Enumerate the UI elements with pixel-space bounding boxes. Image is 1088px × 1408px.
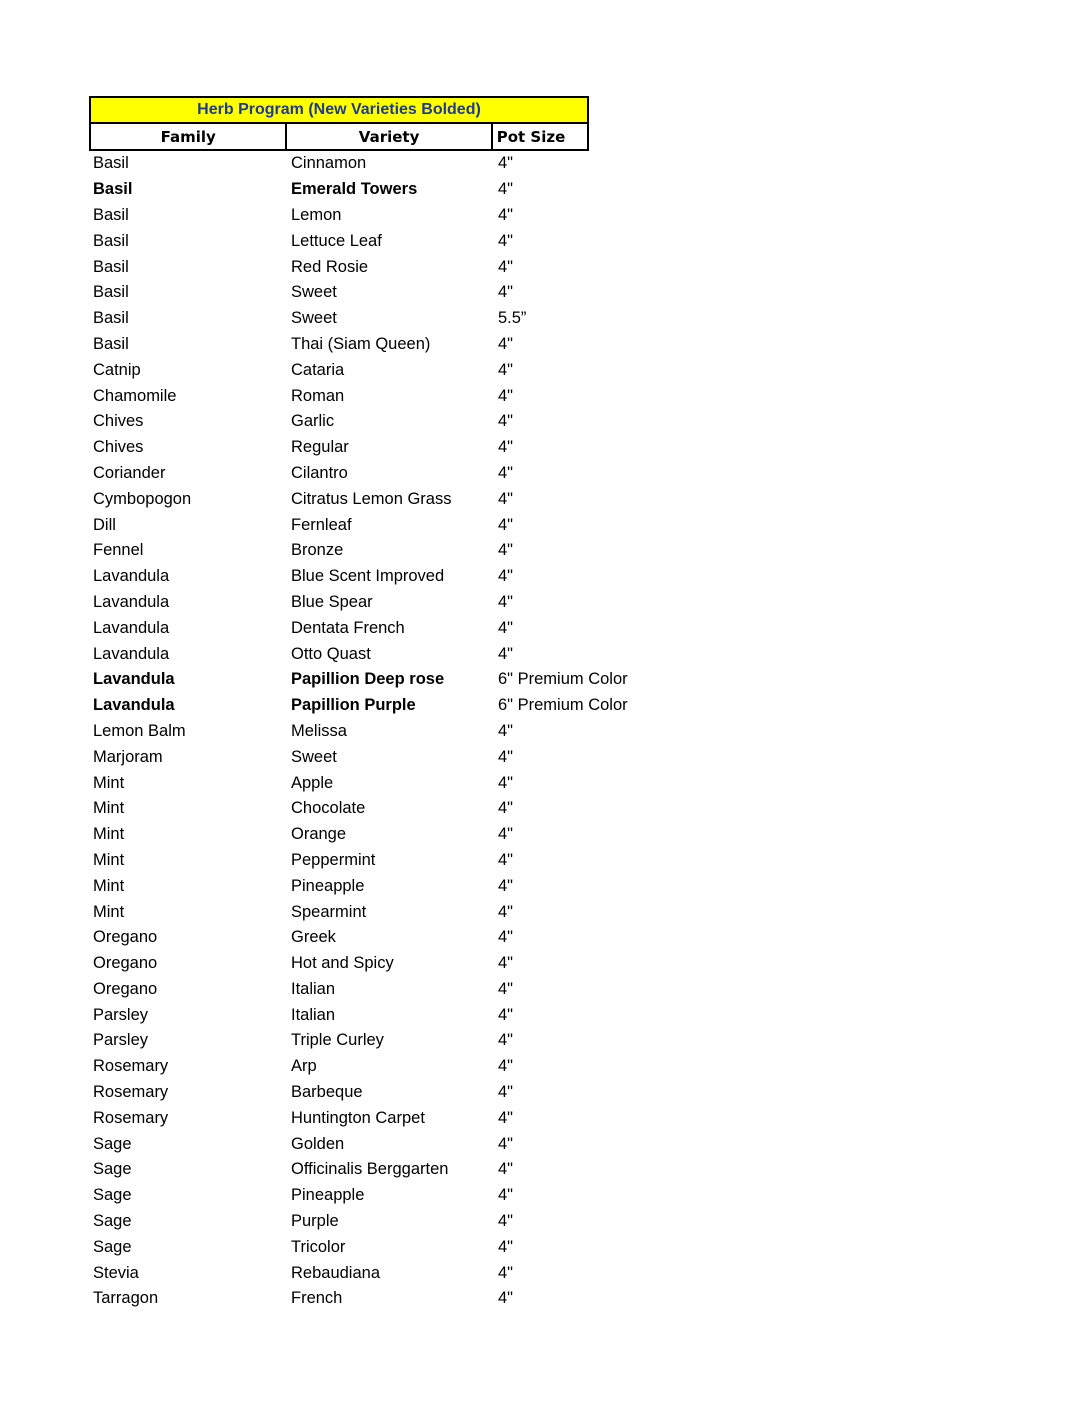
pot-size-cell: 4" [498,412,514,431]
pot-size-cell: 4" [498,180,514,199]
table-row [89,667,628,693]
variety-cell: Red Rosie [291,257,369,276]
table-row [89,590,628,616]
table-row [89,538,628,564]
family-cell: Parsley [93,1005,149,1024]
column-header-variety: Variety [287,124,492,149]
variety-cell: Papillion Purple [291,696,416,715]
table-row [89,564,628,590]
pot-size-cell: 4" [498,1263,514,1282]
table-row [89,177,628,203]
pot-size-cell: 4" [498,825,514,844]
table-row [89,1260,628,1286]
variety-cell: Italian [291,1005,336,1024]
variety-cell: Sweet [291,283,337,302]
variety-cell: Dentata French [291,618,405,637]
variety-cell: Lettuce Leaf [291,231,382,250]
pot-size-cell: 4" [498,257,514,276]
family-cell: Oregano [93,979,158,998]
family-cell: Fennel [93,541,144,560]
pot-size-cell: 4" [498,438,514,457]
table-row [89,1209,628,1235]
pot-size-cell: 4" [498,773,514,792]
pot-size-cell: 4" [498,541,514,560]
table-row [89,796,628,822]
pot-size-cell: 4" [498,954,514,973]
pot-size-cell: 4" [498,1108,514,1127]
table-row [89,486,628,512]
family-cell: Lemon Balm [93,721,186,740]
family-cell: Basil [93,154,129,173]
variety-cell: Pineapple [291,876,365,895]
table-row [89,951,628,977]
family-cell: Dill [93,515,116,534]
family-cell: Sage [93,1186,132,1205]
pot-size-cell: 4" [498,1031,514,1050]
family-cell: Catnip [93,360,141,379]
variety-cell: Cilantro [291,463,348,482]
pot-size-cell: 4" [498,154,514,173]
pot-size-cell: 4" [498,515,514,534]
table-row [89,228,628,254]
pot-size-cell: 4" [498,1237,514,1256]
pot-size-cell: 4" [498,1083,514,1102]
family-cell: Tarragon [93,1289,159,1308]
variety-cell: Regular [291,438,349,457]
table-row [89,409,628,435]
family-cell: Mint [93,902,125,921]
variety-cell: Citratus Lemon Grass [291,489,452,508]
family-cell: Rosemary [93,1057,169,1076]
family-cell: Mint [93,850,125,869]
herb-program-sheet [89,96,628,1312]
family-cell: Sage [93,1212,132,1231]
variety-cell: Arp [291,1057,317,1076]
family-cell: Lavandula [93,618,170,637]
table-row [89,1157,628,1183]
family-cell: Stevia [93,1263,139,1282]
pot-size-cell: 4" [498,386,514,405]
table-row [89,1080,628,1106]
family-cell: Cymbopogon [93,489,192,508]
pot-size-cell: 4" [498,463,514,482]
table-row [89,1131,628,1157]
family-cell: Rosemary [93,1108,169,1127]
variety-cell: Officinalis Berggarten [291,1160,449,1179]
table-row [89,461,628,487]
variety-cell: Sweet [291,747,337,766]
table-row [89,383,628,409]
table-row [89,693,628,719]
family-cell: Chives [93,412,144,431]
family-cell: Basil [93,205,129,224]
variety-cell: Cataria [291,360,345,379]
family-cell: Mint [93,825,125,844]
variety-cell: Thai (Siam Queen) [291,334,431,353]
family-cell: Sage [93,1134,132,1153]
table-row [89,1286,628,1312]
pot-size-cell: 4" [498,567,514,586]
table-row [89,719,628,745]
column-header-family: Family [91,124,287,149]
family-cell: Mint [93,799,125,818]
family-cell: Basil [93,283,129,302]
table-row [89,203,628,229]
herb-table-body [89,151,628,1312]
variety-cell: Orange [291,825,347,844]
pot-size-cell: 4" [498,1057,514,1076]
family-cell: Basil [93,257,129,276]
variety-cell: Peppermint [291,850,376,869]
pot-size-cell: 4" [498,1160,514,1179]
table-row [89,848,628,874]
variety-cell: Spearmint [291,902,367,921]
variety-cell: Huntington Carpet [291,1108,425,1127]
family-cell: Basil [93,180,133,199]
variety-cell: Garlic [291,412,335,431]
family-cell: Chamomile [93,386,177,405]
family-cell: Marjoram [93,747,163,766]
family-cell: Basil [93,309,129,328]
pot-size-cell: 4" [498,283,514,302]
variety-cell: Tricolor [291,1237,346,1256]
family-cell: Oregano [93,928,158,947]
pot-size-cell: 4" [498,644,514,663]
pot-size-cell: 4" [498,799,514,818]
table-row [89,1054,628,1080]
variety-cell: Lemon [291,205,342,224]
table-row [89,1105,628,1131]
variety-cell: Cinnamon [291,154,367,173]
pot-size-cell: 4" [498,1186,514,1205]
variety-cell: Blue Spear [291,592,373,611]
sheet-title: Herb Program (New Varieties Bolded) [89,96,589,124]
variety-cell: Golden [291,1134,345,1153]
family-cell: Lavandula [93,567,170,586]
variety-cell: Greek [291,928,336,947]
table-row [89,1028,628,1054]
pot-size-cell: 4" [498,360,514,379]
pot-size-cell: 4" [498,334,514,353]
family-cell: Rosemary [93,1083,169,1102]
pot-size-cell: 4" [498,1134,514,1153]
pot-size-cell: 4" [498,928,514,947]
family-cell: Basil [93,334,129,353]
pot-size-cell: 4" [498,721,514,740]
table-row [89,925,628,951]
pot-size-cell: 4" [498,489,514,508]
table-row [89,873,628,899]
table-row [89,744,628,770]
variety-cell: Chocolate [291,799,366,818]
table-row [89,977,628,1003]
pot-size-cell: 5.5” [498,309,527,328]
table-row [89,280,628,306]
pot-size-cell: 4" [498,902,514,921]
family-cell: Sage [93,1160,132,1179]
variety-cell: Purple [291,1212,339,1231]
family-cell: Lavandula [93,592,170,611]
variety-cell: Bronze [291,541,344,560]
pot-size-cell: 4" [498,618,514,637]
table-row [89,357,628,383]
table-row [89,615,628,641]
variety-cell: Rebaudiana [291,1263,380,1282]
table-row [89,770,628,796]
table-row [89,512,628,538]
pot-size-cell: 4" [498,747,514,766]
pot-size-cell: 4" [498,231,514,250]
variety-cell: Barbeque [291,1083,363,1102]
table-row [89,332,628,358]
variety-cell: Pineapple [291,1186,365,1205]
family-cell: Oregano [93,954,158,973]
pot-size-cell: 4" [498,876,514,895]
table-row [89,435,628,461]
pot-size-cell: 6" Premium Color [498,696,628,715]
table-row [89,1183,628,1209]
family-cell: Mint [93,773,125,792]
variety-cell: Otto Quast [291,644,371,663]
pot-size-cell: 6" Premium Color [498,670,628,689]
table-row [89,641,628,667]
variety-cell: Triple Curley [291,1031,384,1050]
table-row [89,1002,628,1028]
pot-size-cell: 4" [498,1212,514,1231]
pot-size-cell: 4" [498,1005,514,1024]
pot-size-cell: 4" [498,850,514,869]
pot-size-cell: 4" [498,205,514,224]
table-row [89,899,628,925]
pot-size-cell: 4" [498,592,514,611]
family-cell: Parsley [93,1031,149,1050]
family-cell: Coriander [93,463,166,482]
family-cell: Lavandula [93,644,170,663]
column-header-pot-size: Pot Size [496,127,566,146]
table-row [89,822,628,848]
variety-cell: Melissa [291,721,347,740]
family-cell: Basil [93,231,129,250]
pot-size-cell: 4" [498,1289,514,1308]
table-row [89,306,628,332]
variety-cell: Roman [291,386,345,405]
variety-cell: Fernleaf [291,515,352,534]
family-cell: Sage [93,1237,132,1256]
family-cell: Chives [93,438,144,457]
table-row [89,254,628,280]
family-cell: Lavandula [93,670,175,689]
variety-cell: Hot and Spicy [291,954,394,973]
variety-cell: Emerald Towers [291,180,418,199]
pot-size-cell: 4" [498,979,514,998]
variety-cell: Italian [291,979,336,998]
table-row [89,1234,628,1260]
variety-cell: French [291,1289,343,1308]
column-header-row [89,124,589,151]
family-cell: Mint [93,876,125,895]
variety-cell: Sweet [291,309,337,328]
variety-cell: Blue Scent Improved [291,567,445,586]
variety-cell: Papillion Deep rose [291,670,445,689]
table-row [89,151,628,177]
family-cell: Lavandula [93,696,175,715]
variety-cell: Apple [291,773,334,792]
